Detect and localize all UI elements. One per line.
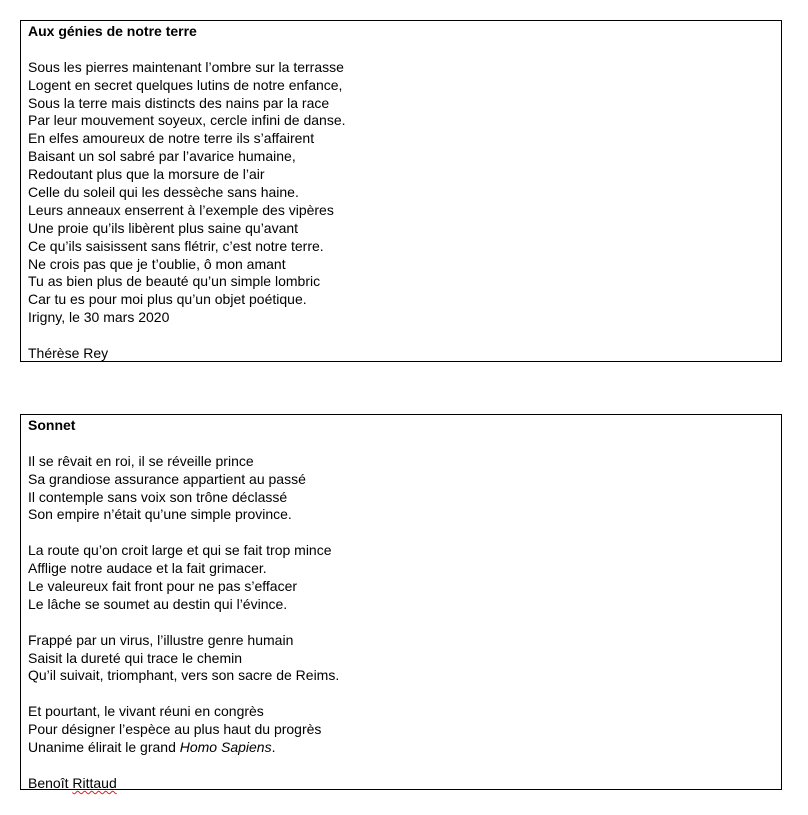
- poem-line: Et pourtant, le vivant réuni en congrès: [28, 703, 264, 720]
- poem-line: Il contemple sans voix son trône déclassé: [28, 488, 288, 505]
- poem-title: Aux génies de notre terre: [28, 23, 197, 39]
- poem-line: Celle du soleil qui les dessèche sans haine.: [28, 184, 299, 201]
- poem-line: Frappé par un virus, l’illustre genre humain: [28, 631, 294, 648]
- poem-line: Logent en secret quelques lutins de notre enfance,: [28, 76, 343, 93]
- poem-line: Sa grandiose assurance appartient au passé: [28, 470, 306, 487]
- poem-line: [28, 739, 781, 757]
- poem-line: Une proie qu’ils libèrent plus saine qu’avant: [28, 219, 299, 236]
- poem-line: Car tu es pour moi plus qu’un objet poétique.: [28, 291, 307, 308]
- line-text: Unanime élirait le grand: [28, 739, 180, 756]
- poem-line: Redoutant plus que la morsure de l’air: [28, 166, 265, 183]
- poem-line: En elfes amoureux de notre terre ils s’affairent: [28, 130, 315, 147]
- poem-author: Thérèse Rey: [28, 345, 109, 362]
- blank-line: [28, 614, 781, 632]
- blank-line: [28, 327, 781, 345]
- poem-author: [28, 775, 781, 793]
- poem-line: Le lâche se soumet au destin qui l’évince.: [28, 595, 288, 612]
- blank-line: [28, 524, 781, 542]
- poem-line: Ce qu’ils saisissent sans flétrir, c’est notre terre.: [28, 237, 324, 254]
- italic-text: Homo Sapiens: [179, 739, 272, 756]
- poem-line: Le valeureux fait front pour ne pas s’effacer: [28, 578, 298, 595]
- poem-line: Son empire n’était qu’une simple province.: [28, 506, 292, 523]
- blank-line: [28, 685, 781, 703]
- poem-line: Qu’il suivait, triomphant, vers son sacre de Reims.: [28, 667, 340, 684]
- poem-line: Par leur mouvement soyeux, cercle infini de danse.: [28, 112, 346, 129]
- spellcheck-underlined-word: Rittaud: [72, 774, 117, 791]
- poem-title: Sonnet: [28, 417, 76, 433]
- poem-line: Sous la terre mais distincts des nains par la race: [28, 94, 330, 111]
- poem-line: Baisant un sol sabré par l’avarice humaine,: [28, 148, 296, 165]
- poem-box-sonnet: [20, 414, 782, 790]
- blank-line: [28, 435, 781, 453]
- poem-line: Leurs anneaux enserrent à l’exemple des vipères: [28, 201, 334, 218]
- blank-line: [28, 41, 781, 59]
- author-first-name: Benoît: [28, 774, 73, 791]
- poem-line: Ne crois pas que je t’oublie, ô mon amant: [28, 255, 286, 272]
- line-text: .: [271, 739, 276, 756]
- poem-place-date: Irigny, le 30 mars 2020: [28, 309, 170, 326]
- poem-line: Afflige notre audace et la fait grimacer.: [28, 560, 267, 577]
- poem-line: Il se rêvait en roi, il se réveille prince: [28, 452, 254, 469]
- blank-line: [28, 757, 781, 775]
- poem-line: Pour désigner l’espèce au plus haut du progrès: [28, 721, 322, 738]
- poem-box-aux-genies: [20, 20, 782, 362]
- poem-line: Tu as bien plus de beauté qu’un simple lombric: [28, 273, 321, 290]
- poem-line: La route qu’on croit large et qui se fait trop mince: [28, 542, 332, 559]
- poem-line: Sous les pierres maintenant l’ombre sur la terrasse: [28, 58, 344, 75]
- poem-line: Saisit la dureté qui trace le chemin: [28, 649, 242, 666]
